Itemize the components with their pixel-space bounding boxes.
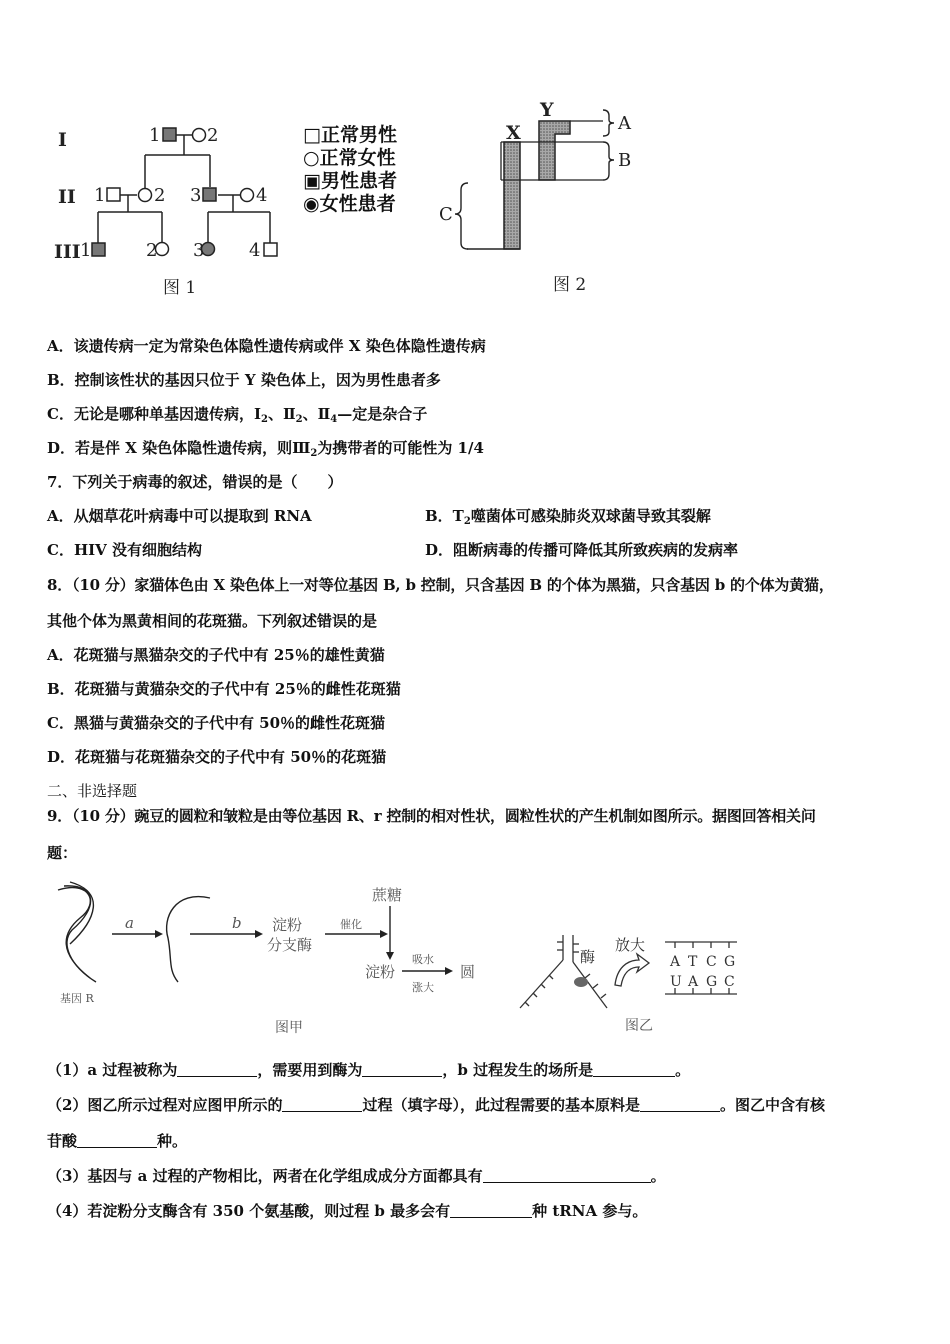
dna-base: T: [688, 954, 698, 970]
section-heading: 二、非选择题: [47, 782, 138, 800]
region-brace: [603, 110, 614, 136]
starch-label: 淀粉: [365, 963, 396, 981]
individual-number: 1: [94, 185, 106, 206]
rna-base: C: [724, 974, 735, 990]
q7-stem: 7．下列关于病毒的叙述，错误的是（ ）: [47, 473, 343, 491]
q9-part2: [47, 1095, 825, 1115]
text: ，需要用到酶为: [257, 1061, 363, 1079]
answer-blank[interactable]: [483, 1168, 651, 1183]
answer-blank[interactable]: [282, 1097, 362, 1112]
figure-caption: 图 1: [163, 278, 197, 298]
text: 、Ⅱ: [302, 405, 331, 423]
individual-number: 4: [249, 240, 261, 261]
subscript: 4: [330, 414, 338, 425]
q8-stem-line1: 8．（10 分）家猫体色由 X 染色体上一对等位基因 B, b 控制，只含基因 B 的个体为黑猫，只含基因 b 的个体为黄猫，: [47, 576, 834, 594]
enzyme-blob: [574, 977, 588, 987]
rna-base: A: [688, 974, 699, 990]
text: 。: [675, 1061, 691, 1079]
x-chromosome: [504, 142, 520, 249]
swell-label: 涨大: [412, 981, 434, 994]
individual-number: 1: [149, 125, 161, 146]
pedigree-affected-male: [163, 128, 176, 141]
figure-caption: 图甲: [275, 1020, 303, 1036]
pedigree-normal-male: [107, 188, 120, 201]
legend-item: □正常男性: [303, 124, 397, 146]
subscript: 2: [295, 414, 303, 425]
figure-caption: 图 2: [553, 275, 587, 295]
answer-blank[interactable]: [177, 1062, 257, 1077]
gene-r-label: 基因 R: [60, 992, 94, 1005]
text: B．T: [425, 507, 464, 525]
process-b-label: b: [232, 914, 242, 932]
dna-base: C: [706, 954, 717, 970]
pedigree-affected-male: [92, 243, 105, 256]
pedigree-normal-female: [139, 189, 152, 202]
y-chromosome: [539, 121, 570, 180]
q6-option-c: [47, 404, 427, 430]
answer-blank[interactable]: [593, 1062, 675, 1077]
catalyze-label: 催化: [340, 918, 362, 931]
q9-part2-cont: [47, 1131, 187, 1151]
region-c-label: C: [439, 204, 453, 225]
arrow-head: [445, 967, 453, 975]
region-a-label: A: [618, 113, 631, 134]
region-b-label: B: [618, 150, 632, 171]
generation-label: II: [58, 186, 76, 208]
text: 过程（填字母），此过程需要的基本原料是: [362, 1096, 640, 1114]
figure-jia: [50, 878, 490, 1038]
text: 为携带者的可能性为 1/4: [317, 439, 484, 457]
figure-yi: [515, 930, 755, 1040]
answer-blank[interactable]: [640, 1097, 720, 1112]
text: 苷酸: [47, 1132, 78, 1150]
text: ，b 过程发生的场所是: [442, 1061, 594, 1079]
q9-stem-line2: 题：: [47, 844, 78, 862]
xy-chromosome-figure: [435, 98, 645, 303]
pedigree-normal-female: [193, 129, 206, 142]
individual-number: 2: [207, 125, 219, 146]
figure-caption: 图乙: [625, 1018, 653, 1034]
q9-stem-line1: 9．（10 分）豌豆的圆粒和皱粒是由等位基因 R、r 控制的相对性状，圆粒性状的产生机制如图所示。据图回答相关问: [47, 807, 816, 825]
pedigree-normal-male: [264, 243, 277, 256]
absorb-label: 吸水: [412, 953, 434, 966]
arrow-head: [155, 930, 163, 938]
text: （3）基因与 a 过程的产物相比，两者在化学组成成分方面都具有: [47, 1167, 483, 1185]
q8-option-a: A．花斑猫与黑猫杂交的子代中有 25％的雄性黄猫: [47, 646, 385, 664]
q7-option-b: [425, 506, 711, 532]
q7-options-row2: [47, 540, 907, 560]
text: —定是杂合子: [337, 405, 428, 423]
legend-item: ○正常女性: [303, 147, 396, 169]
q8-stem-line2: 其他个体为黑黄相间的花斑猫。下列叙述错误的是: [47, 612, 378, 630]
q8-option-b: B．花斑猫与黄猫杂交的子代中有 25％的雌性花斑猫: [47, 680, 401, 698]
legend-item: ▣男性患者: [303, 170, 397, 192]
subscript: 2: [260, 414, 268, 425]
q7-option-a: A．从烟草花叶病毒中可以提取到 RNA: [47, 507, 312, 525]
rna-base: U: [670, 974, 682, 990]
pedigree-legend: [303, 124, 397, 216]
zoom-arrow: [615, 954, 649, 986]
gene-r-dna-strand: [70, 882, 93, 944]
q6-option-d: [47, 438, 484, 464]
generation-label: III: [54, 241, 81, 263]
text: 种。: [157, 1132, 188, 1150]
answer-blank[interactable]: [362, 1062, 442, 1077]
individual-number: 1: [80, 240, 92, 261]
region-brace: [455, 183, 468, 249]
dna-base: A: [670, 954, 681, 970]
q8-option-c: C．黑猫与黄猫杂交的子代中有 50％的雌性花斑猫: [47, 714, 386, 732]
round-label: 圆: [460, 963, 476, 981]
pedigree-affected-male: [203, 188, 216, 201]
pedigree-normal-female: [241, 189, 254, 202]
individual-number: 4: [256, 185, 268, 206]
text: 、Ⅱ: [267, 405, 296, 423]
individual-number: 2: [154, 185, 166, 206]
zoom-label: 放大: [615, 936, 646, 954]
text: 。图乙中含有核: [719, 1096, 825, 1114]
legend-item: ◉女性患者: [303, 193, 396, 215]
pedigree-figure: [50, 100, 300, 305]
q8-option-d: D．花斑猫与花斑猫杂交的子代中有 50％的花斑猫: [47, 748, 387, 766]
sucrose-label: 蔗糖: [372, 886, 403, 904]
q9-part4: [47, 1201, 647, 1221]
q7-option-d: D．阻断病毒的传播可降低其所致疾病的发病率: [425, 541, 739, 559]
x-label: X: [506, 122, 521, 144]
text: 。: [650, 1167, 666, 1185]
q6-option-b: B．控制该性状的基因只位于 Y 染色体上，因为男性患者多: [47, 371, 441, 389]
generation-label: I: [58, 129, 67, 151]
text: （1）a 过程被称为: [47, 1061, 178, 1079]
answer-blank[interactable]: [77, 1133, 157, 1148]
region-brace: [603, 142, 614, 180]
individual-number: 3: [193, 240, 205, 261]
individual-number: 3: [190, 185, 202, 206]
arrow-head: [380, 930, 388, 938]
enzyme-label: 酶: [580, 948, 596, 966]
text: 噬菌体可感染肺炎双球菌导致其裂解: [470, 507, 711, 525]
q9-part1: [47, 1060, 690, 1080]
rna-base: G: [706, 974, 718, 990]
individual-number: 2: [146, 240, 158, 261]
enzyme-label: 分支酶: [267, 936, 313, 954]
dna-base: G: [724, 954, 736, 970]
arrow-head: [255, 930, 263, 938]
arrow-head: [386, 952, 394, 960]
text: 种 tRNA 参与。: [532, 1202, 648, 1220]
text: （2）图乙所示过程对应图甲所示的: [47, 1096, 283, 1114]
q6-option-a: A．该遗传病一定为常染色体隐性遗传病或伴 X 染色体隐性遗传病: [47, 337, 486, 355]
enzyme-label: 淀粉: [272, 916, 303, 934]
y-label: Y: [540, 99, 554, 121]
mrna-strand: [167, 897, 210, 982]
subscript: 2: [310, 448, 318, 459]
q7-option-c: C．HIV 没有细胞结构: [47, 541, 202, 559]
gene-r-dna-strand: [58, 888, 90, 978]
answer-blank[interactable]: [450, 1203, 532, 1218]
q9-part3: [47, 1166, 666, 1186]
process-a-label: a: [125, 914, 134, 932]
q7-options-row1: [47, 506, 907, 526]
subscript: 2: [463, 516, 471, 527]
text: D．若是伴 X 染色体隐性遗传病，则Ⅲ: [47, 439, 311, 457]
text: C．无论是哪种单基因遗传病，Ⅰ: [47, 405, 261, 423]
text: （4）若淀粉分支酶含有 350 个氨基酸，则过程 b 最多会有: [47, 1202, 451, 1220]
